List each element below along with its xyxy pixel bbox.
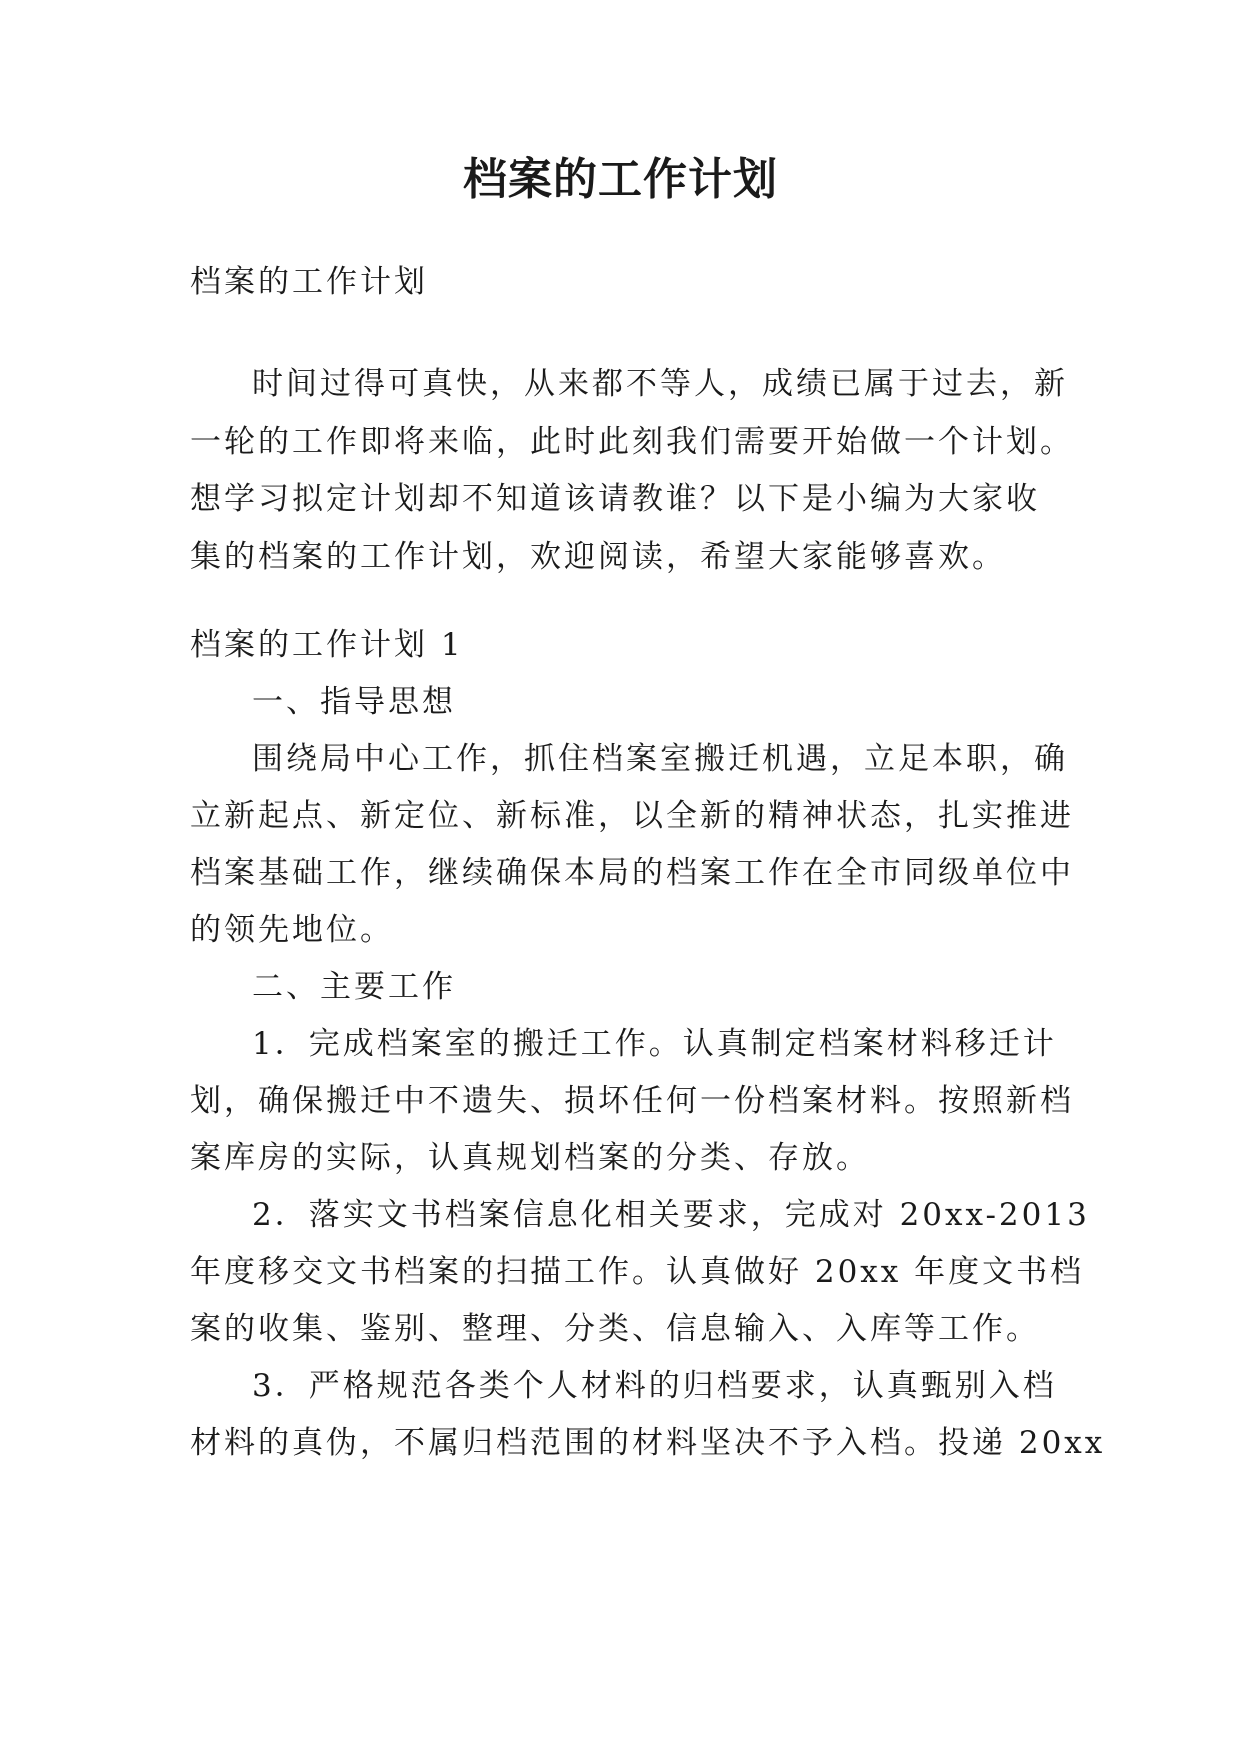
guiding-line-2: 立新起点、新定位、新标准，以全新的精神状态，扎实推进 [190, 798, 1074, 834]
heading-main-work: 二、主要工作 [252, 969, 456, 1005]
item1-line-2: 划，确保搬迁中不遗失、损坏任何一份档案材料。按照新档 [190, 1083, 1074, 1119]
item3-line-1: 3．严格规范各类个人材料的归档要求，认真甄别入档 [252, 1368, 1057, 1404]
heading-guiding-ideology: 一、指导思想 [252, 684, 456, 720]
intro-line-3: 想学习拟定计划却不知道该请教谁？以下是小编为大家收 [190, 481, 1040, 517]
item3-line-2: 材料的真伪，不属归档范围的材料坚决不予入档。投递 20xx [190, 1425, 1106, 1461]
section-title: 档案的工作计划 1 [190, 627, 464, 663]
item1-line-1: 1．完成档案室的搬迁工作。认真制定档案材料移迁计 [252, 1026, 1057, 1062]
item2-line-3: 案的收集、鉴别、整理、分类、信息输入、入库等工作。 [190, 1311, 1040, 1347]
document-title: 档案的工作计划 [463, 154, 778, 205]
intro-line-4: 集的档案的工作计划，欢迎阅读，希望大家能够喜欢。 [190, 539, 1006, 575]
guiding-line-4: 的领先地位。 [190, 912, 394, 948]
guiding-line-1: 围绕局中心工作，抓住档案室搬迁机遇，立足本职，确 [252, 741, 1068, 777]
item1-line-3: 案库房的实际，认真规划档案的分类、存放。 [190, 1140, 870, 1176]
item2-line-1: 2．落实文书档案信息化相关要求，完成对 20xx-2013 [252, 1197, 1090, 1233]
item2-line-2: 年度移交文书档案的扫描工作。认真做好 20xx 年度文书档 [190, 1254, 1085, 1290]
intro-line-1: 时间过得可真快，从来都不等人，成绩已属于过去，新 [252, 366, 1068, 402]
document-subtitle: 档案的工作计划 [190, 264, 428, 300]
guiding-line-3: 档案基础工作，继续确保本局的档案工作在全市同级单位中 [190, 855, 1074, 891]
intro-line-2: 一轮的工作即将来临，此时此刻我们需要开始做一个计划。 [190, 424, 1074, 460]
